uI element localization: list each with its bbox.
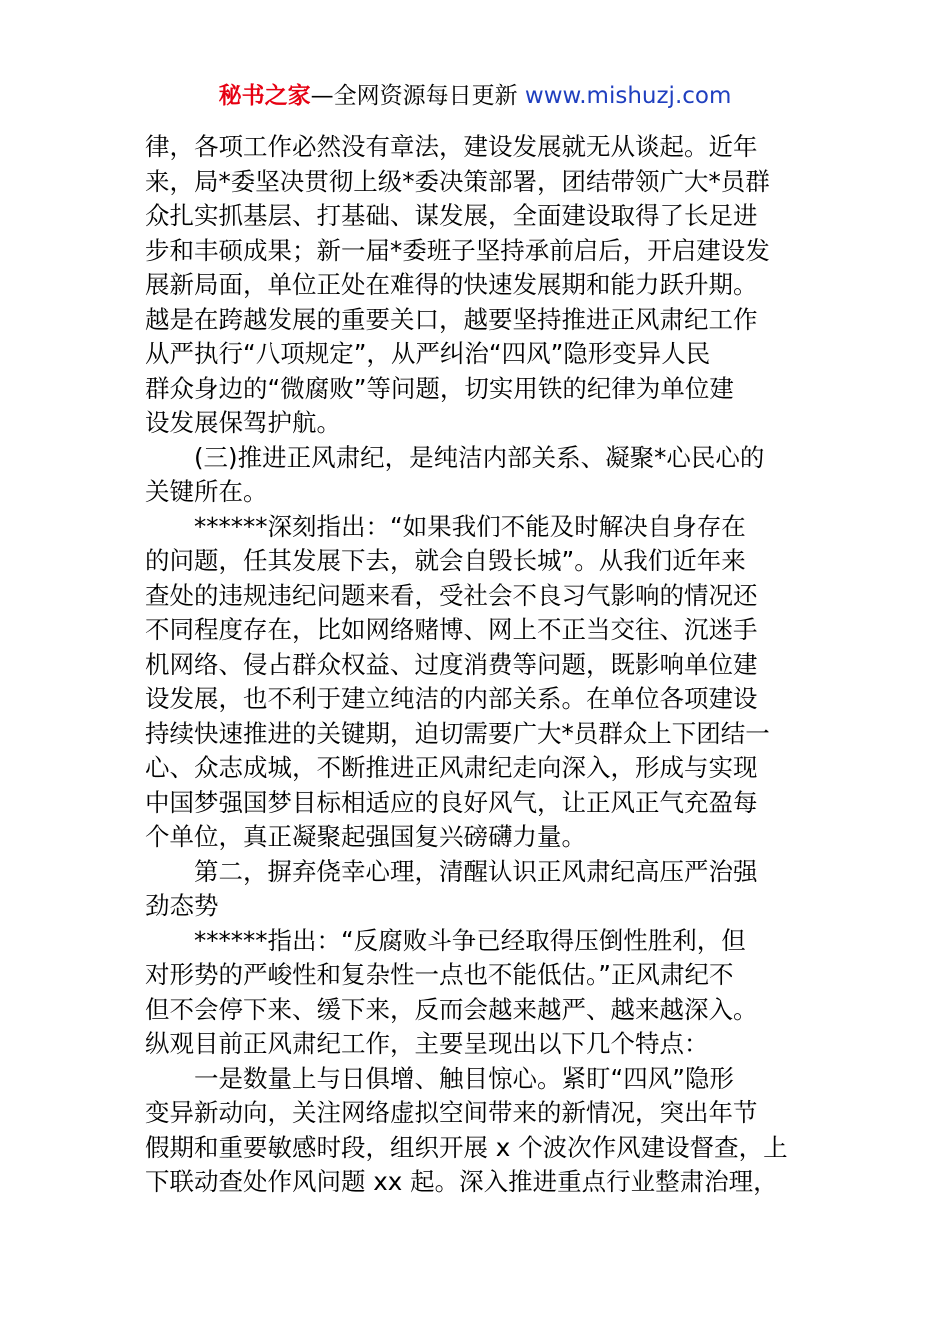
text-line: 不同程度存在，比如网络赌博、网上不正当交往、沉迷手 <box>145 615 758 644</box>
text-line: 持续快速推进的关键期，迫切需要广大*员群众上下团结一 <box>145 718 770 748</box>
text-line: 的问题，任其发展下去，就会自毁长城”。从我们近年来 <box>145 546 746 575</box>
site-header <box>0 80 950 112</box>
text-line: 步和丰硕成果；新一届*委班子坚持承前启后，开启建设发 <box>145 235 770 265</box>
text-line: ******指出：“反腐败斗争已经取得压倒性胜利，但 <box>145 925 746 955</box>
text-line: 纵观目前正风肃纪工作，主要呈现出以下几个特点： <box>145 1029 709 1058</box>
section-heading-cont: 关键所在。 <box>145 477 268 506</box>
document-body <box>145 130 810 1200</box>
site-brand: 秘书之家 <box>218 83 311 109</box>
text-line: ******深刻指出：“如果我们不能及时解决自身存在 <box>145 511 746 541</box>
text-line: 心、众志成城，不断推进正风肃纪走向深入，形成与实现 <box>145 753 758 782</box>
text-line: 设发展保驾护航。 <box>145 408 341 437</box>
text-line: 众扎实抓基层、打基础、谋发展，全面建设取得了长足进 <box>145 201 758 230</box>
text-line: 但不会停下来、缓下来，反而会越来越严、越来越深入。 <box>145 994 758 1024</box>
text-line: 展新局面，单位正处在难得的快速发展期和能力跃升期。 <box>145 270 758 299</box>
text-line: 设发展，也不利于建立纯洁的内部关系。在单位各项建设 <box>145 684 758 713</box>
section-heading-cont: 劲态势 <box>145 891 219 920</box>
text-line: 来，局*委坚决贯彻上级*委决策部署，团结带领广大*员群 <box>145 166 770 196</box>
text-line: 变异新动向，关注网络虚拟空间带来的新情况，突出年节 <box>145 1098 758 1127</box>
text-line: 中国梦强国梦目标相适应的良好风气，让正风正气充盈每 <box>145 787 758 817</box>
section-heading: (三)推进正风肃纪，是纯洁内部关系、凝聚*心民心的 <box>145 442 765 472</box>
text-line: 假期和重要敏感时段，组织开展 x 个波次作风建设督查，上 <box>145 1132 788 1162</box>
text-line: 个单位，真正凝聚起强国复兴磅礴力量。 <box>145 822 586 851</box>
text-line: 机网络、侵占群众权益、过度消费等问题，既影响单位建 <box>145 649 758 679</box>
text-line: 一是数量上与日俱增、触目惊心。紧盯“四风”隐形 <box>145 1063 734 1093</box>
text-line: 律，各项工作必然没有章法，建设发展就无从谈起。近年 <box>145 132 758 161</box>
text-line: 查处的违规违纪问题来看，受社会不良习气影响的情况还 <box>145 580 758 610</box>
text-line: 群众身边的“微腐败”等问题，切实用铁的纪律为单位建 <box>145 373 734 403</box>
site-url-link[interactable]: www.mishuzj.com <box>524 83 732 109</box>
text-line: 下联动查处作风问题 xx 起。深入推进重点行业整肃治理， <box>145 1167 778 1196</box>
text-line: 从严执行“八项规定”，从严纠治“四风”隐形变异人民 <box>145 339 711 368</box>
section-heading: 第二，摒弃侥幸心理，清醒认识正风肃纪高压严治强 <box>145 856 758 886</box>
text-line: 越是在跨越发展的重要关口，越要坚持推进正风肃纪工作 <box>145 304 758 334</box>
text-line: 对形势的严峻性和复杂性一点也不能低估。”正风肃纪不 <box>145 960 734 989</box>
site-tagline: —全网资源每日更新 <box>310 83 525 109</box>
